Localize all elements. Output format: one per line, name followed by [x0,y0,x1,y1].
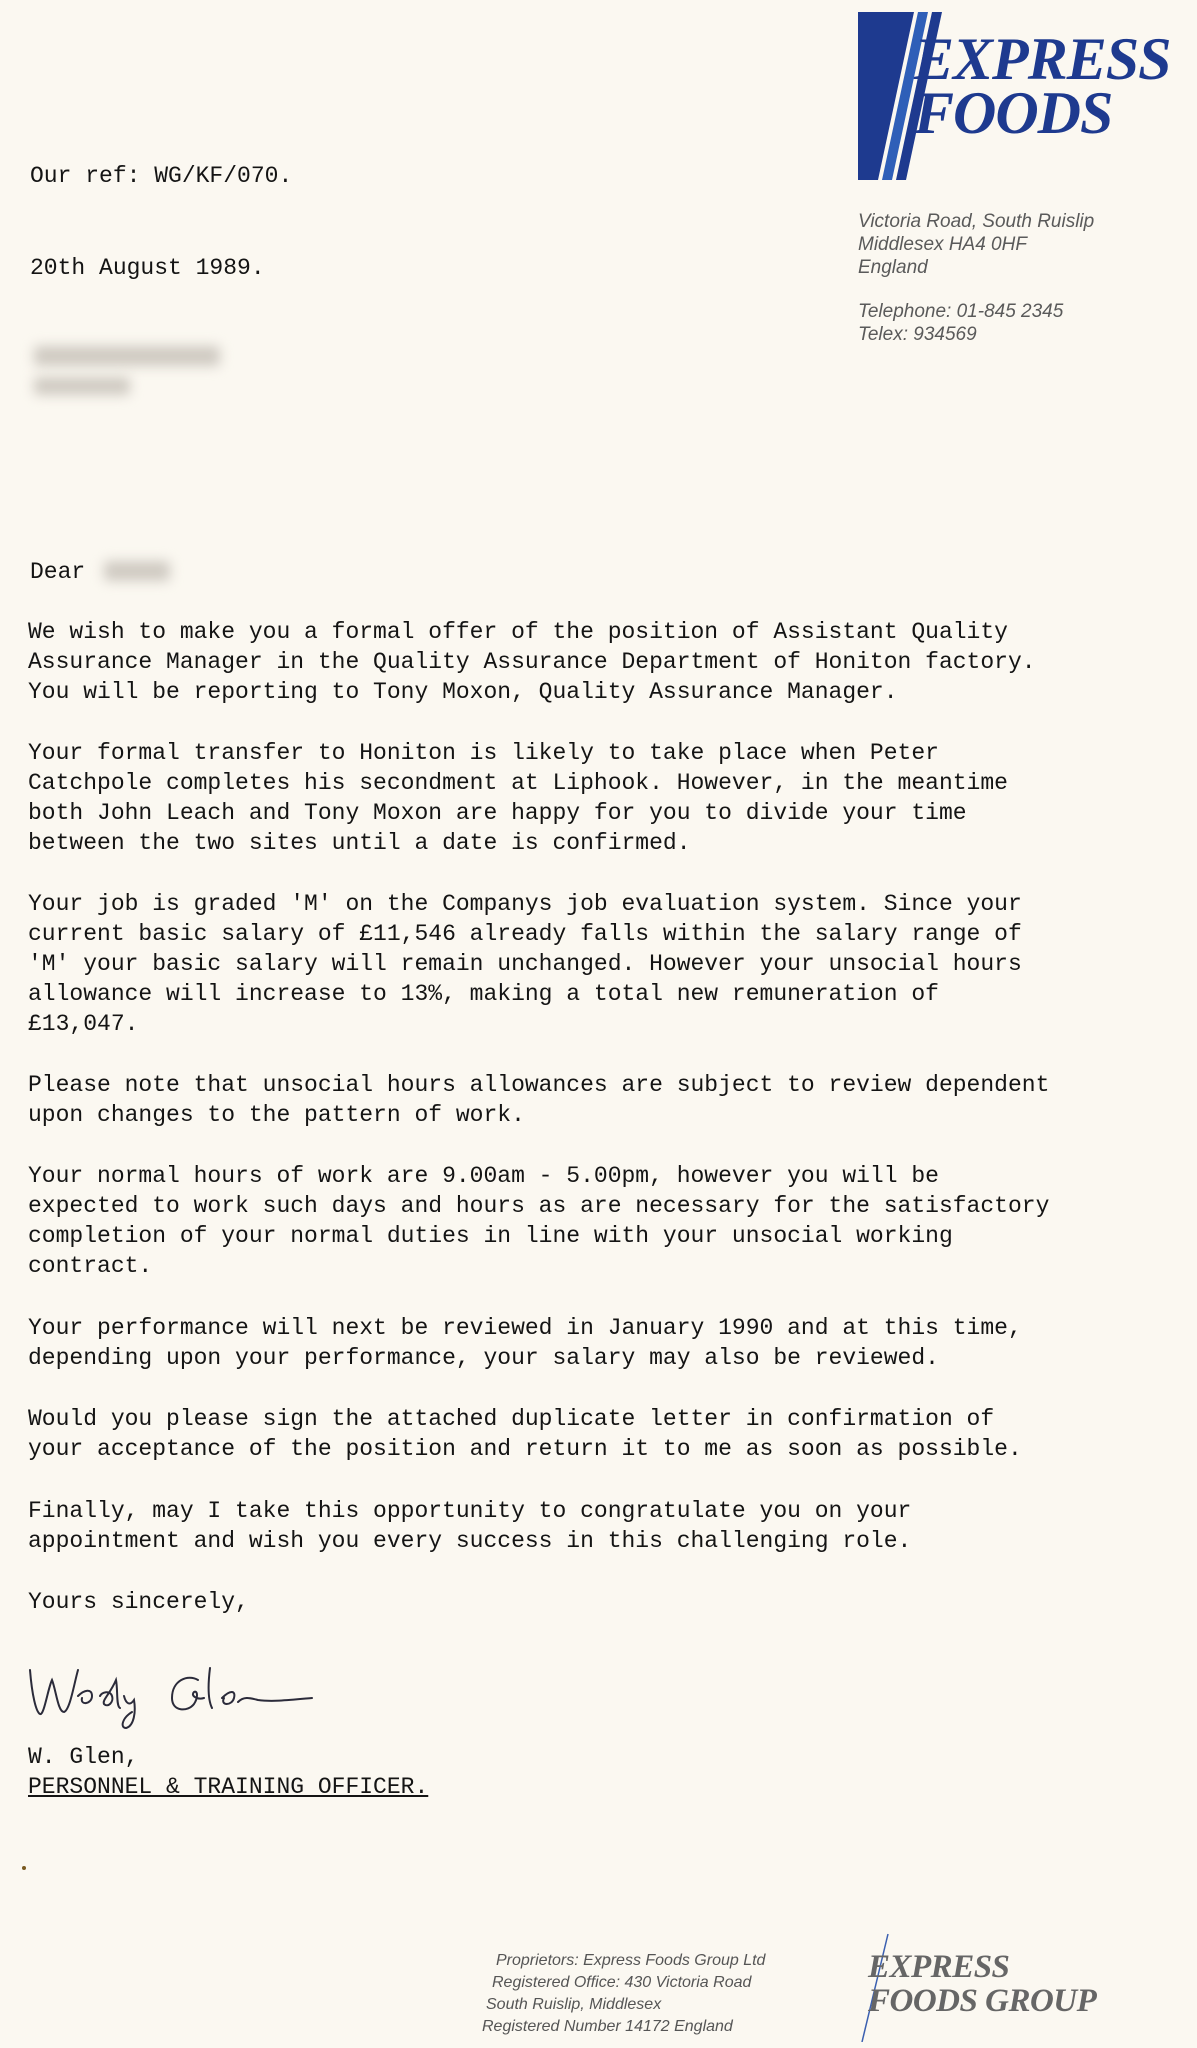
footer-line: Registered Number 14172 England [482,2018,733,2035]
redacted-recipient-location [34,377,130,395]
logo-line-express: EXPRESS [914,26,1171,92]
our-reference: Our ref: WG/KF/070. [30,163,293,189]
address-line: Victoria Road, South Ruislip [858,211,1095,232]
address-line: England [858,257,928,278]
body-paragraph: Your normal hours of work are 9.00am - 5.00pm, however you will be expected to work such days and hours as are necessary for the satisfactory completion of your normal duties in line with your unsocial working contract. [28,1163,1050,1279]
paper-speck [22,1866,26,1870]
body-paragraph: Your performance will next be reviewed in January 1990 and at this time, depending upon your performance, your salary may also be reviewed. [28,1315,1022,1371]
signer-name: W. Glen, [28,1744,139,1770]
closing: Yours sincerely, [28,1589,249,1615]
footer-logo-line-express: EXPRESS [868,1949,1010,1985]
footer-logo-wordmark [868,1950,1096,2018]
body-paragraph: Please note that unsocial hours allowances are subject to review dependent upon changes to the pattern of work. [28,1072,1050,1128]
handwritten-signature [22,1640,352,1735]
letter-date: 20th August 1989. [30,255,265,281]
body-paragraph: We wish to make you a formal offer of the position of Assistant Quality Assurance Manager in the Quality Assurance Department of Honiton factory. You will be reporting to Tony Moxon, Quality Assurance Manager. [28,619,1036,705]
body-paragraph: Would you please sign the attached duplicate letter in confirmation of your acceptance of the position and return it to me as soon as possible. [28,1406,1022,1462]
redacted-salutation-name [104,561,170,581]
footer-line: Proprietors: Express Foods Group Ltd [496,1952,766,1969]
telex: Telex: 934569 [858,324,977,345]
logo-line-foods: FOODS [914,80,1113,146]
body-paragraph: Your formal transfer to Honiton is likely to take place when Peter Catchpole completes his secondment at Liphook. However, in the meantime both John Leach and Tony Moxon are happy for you to divide your time between the two sites until a date is confirmed. [28,740,1008,856]
address-line: Middlesex HA4 0HF [858,234,1027,255]
footer-line: Registered Office: 430 Victoria Road [492,1974,752,1991]
signer-title: PERSONNEL & TRAINING OFFICER. [28,1774,429,1800]
registered-office-footer [478,1950,765,2038]
redacted-recipient-name [34,346,220,366]
logo-wordmark [914,26,1171,146]
salutation: Dear [30,559,86,585]
express-foods-group-logo [858,1932,1158,2042]
telephone: Telephone: 01-845 2345 [858,301,1064,322]
footer-logo-line-foods-group: FOODS GROUP [868,1983,1097,2019]
company-address [858,210,1094,346]
express-foods-logo [856,12,1171,182]
signer-block [28,1742,428,1802]
body-paragraph: Your job is graded 'M' on the Companys job evaluation system. Since your current basic salary of £11,546 already falls within the salary range of 'M' your basic salary will remain unchanged. However your unsocial hours allowance will increase to 13%, making a total new remuneration of £13,047. [28,891,1022,1037]
footer-line: South Ruislip, Middlesex [486,1996,662,2013]
body-paragraph: Finally, may I take this opportunity to congratulate you on your appointment and wish you every success in this challenging role. [28,1498,912,1554]
